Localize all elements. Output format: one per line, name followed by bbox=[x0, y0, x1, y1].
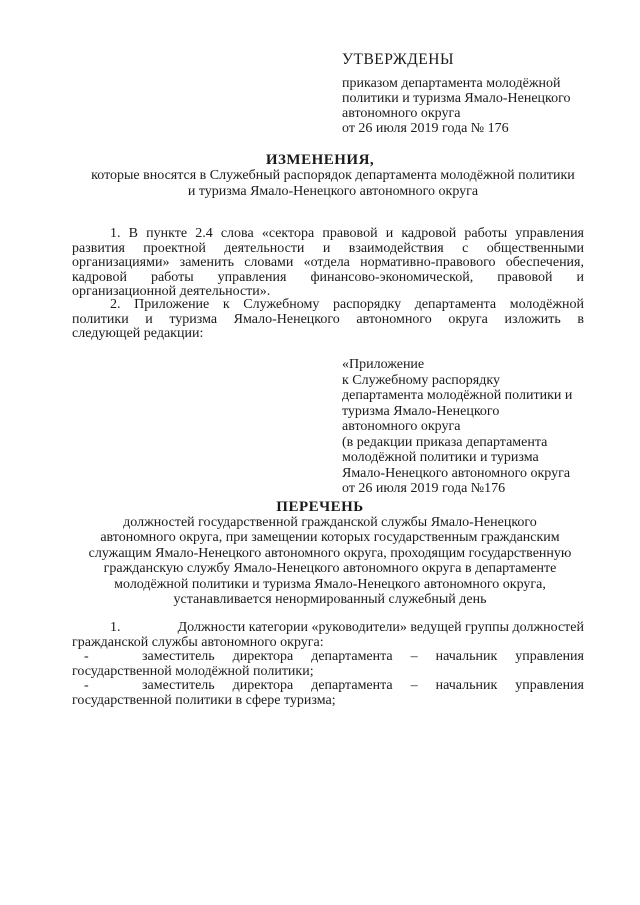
list-title: ПЕРЕЧЕНЬ bbox=[276, 499, 364, 515]
position-word: департамента bbox=[311, 678, 393, 694]
position-item-2-line2: государственной политики в сфере туризма; bbox=[72, 692, 336, 708]
list-subtitle-line: устанавливается ненормированный служебный день bbox=[173, 592, 487, 608]
changes-subtitle bbox=[0, 168, 640, 200]
list-subtitle-line: должностей государственной гражданской службы Ямало-Ненецкого bbox=[123, 515, 537, 530]
list-subtitle-line: служащим Ямало-Ненецкого автономного округа, проходящим государственную bbox=[88, 545, 572, 561]
position-word: управления bbox=[515, 678, 584, 694]
appendix-line: «Приложение bbox=[342, 357, 425, 372]
item-2-line: следующей редакции: bbox=[72, 326, 204, 342]
positions-category-text: Должности категории «руководители» ведущей группы должностей bbox=[177, 620, 584, 635]
appendix-header-block bbox=[342, 357, 612, 497]
positions-section bbox=[72, 621, 584, 709]
position-word: начальник bbox=[435, 649, 498, 665]
appendix-line: Ямало-Ненецкого автономного округа bbox=[342, 465, 571, 481]
item-1-line: организациями» заменить словами «отдела нормативно-правового обеспечения, bbox=[72, 256, 584, 271]
position-word: заместитель bbox=[141, 678, 215, 694]
appendix-line: автономного округа bbox=[342, 419, 461, 434]
positions-number: 1. bbox=[110, 620, 121, 635]
positions-category-line bbox=[72, 621, 584, 636]
appendix-line: департамента молодёжной политики и bbox=[342, 388, 573, 403]
item-2-line: политики и туризма Ямало-Ненецкого автономного округа изложить в bbox=[72, 312, 584, 327]
approved-line: автономного округа bbox=[342, 106, 461, 121]
position-word: начальник bbox=[435, 678, 498, 694]
position-word: департамента bbox=[311, 649, 393, 665]
position-word: директора bbox=[232, 649, 294, 665]
position-word: – bbox=[410, 678, 418, 694]
position-item-1 bbox=[72, 650, 584, 665]
changes-subtitle-line: которые вносятся в Служебный распорядок департамента молодёжной политики bbox=[91, 168, 575, 183]
position-word: директора bbox=[232, 678, 294, 694]
list-subtitle-line: гражданскую службу Ямало-Ненецкого автономного округа в департаменте bbox=[103, 561, 557, 577]
item-1-line: развития проектной деятельности и взаимодействия с общественными bbox=[72, 241, 584, 256]
position-item-2 bbox=[72, 679, 584, 694]
item-2-paragraph bbox=[72, 298, 584, 342]
item-2-line: 2. Приложение к Служебному распорядку департамента молодёжной bbox=[110, 298, 584, 312]
appendix-line: от 26 июля 2019 года №176 bbox=[342, 481, 506, 496]
positions-category-line2: гражданской службы автономного округа: bbox=[72, 634, 324, 650]
appendix-line: (в редакции приказа департамента bbox=[342, 434, 548, 450]
position-dash: - bbox=[84, 678, 89, 694]
approved-line: от 26 июля 2019 года № 176 bbox=[342, 121, 509, 136]
approved-line: приказом департамента молодёжной bbox=[342, 76, 561, 91]
position-word: – bbox=[410, 649, 418, 665]
list-subtitle-line: автономного округа, при замещении которых государственным гражданским bbox=[100, 530, 560, 546]
changes-title: ИЗМЕНЕНИЯ, bbox=[265, 152, 375, 168]
item-1-line: кадровой работы управления финансово-экономической, правовой и bbox=[72, 270, 584, 285]
appendix-line: к Служебному распорядку bbox=[342, 372, 500, 388]
position-item-1-line2: государственной молодёжной политики; bbox=[72, 663, 314, 679]
approved-line: политики и туризма Ямало-Ненецкого bbox=[342, 91, 571, 106]
position-dash: - bbox=[84, 649, 89, 665]
position-word: управления bbox=[515, 649, 584, 665]
appendix-line: молодёжной политики и туризма bbox=[342, 450, 539, 465]
item-1-line: организационной деятельности». bbox=[72, 284, 271, 300]
list-subtitle-line: молодёжной политики и туризма Ямало-Ненецкого автономного округа, bbox=[114, 576, 546, 592]
list-subtitle bbox=[0, 515, 640, 607]
approval-stamp-block bbox=[342, 52, 612, 136]
approved-title: УТВЕРЖДЕНЫ bbox=[342, 51, 454, 68]
appendix-line: туризма Ямало-Ненецкого bbox=[342, 403, 500, 419]
changes-subtitle-line: и туризма Ямало-Ненецкого автономного округа bbox=[187, 184, 479, 199]
item-1-paragraph bbox=[72, 227, 584, 300]
item-1-line: 1. В пункте 2.4 слова «сектора правовой и кадровой работы управления bbox=[110, 227, 584, 241]
position-word: заместитель bbox=[141, 649, 215, 665]
